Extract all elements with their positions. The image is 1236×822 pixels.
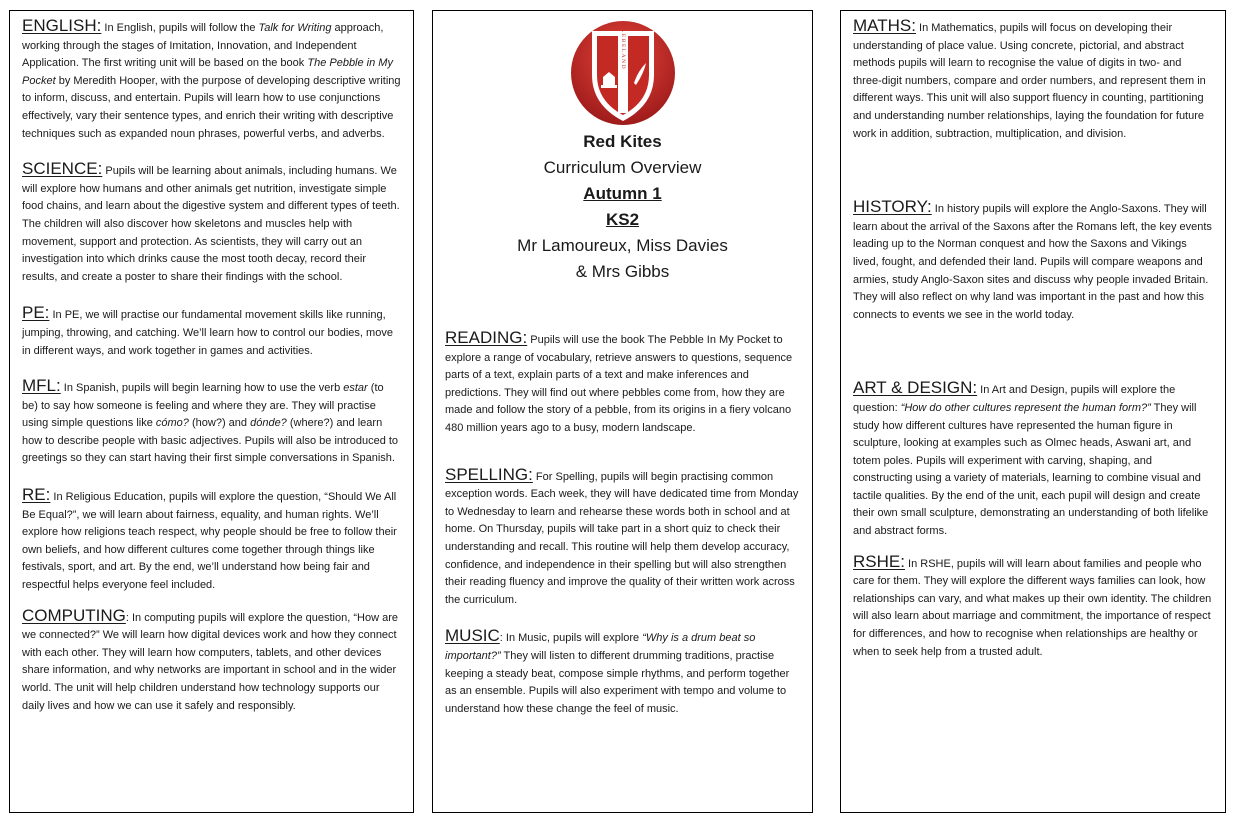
rshe-text: In RSHE, pupils will will learn about families and people who care for them. They will explore the different ways families can look, how relationships can vary, and what makes up their own identity. The children will also learn about marriage and commitment, the importance of respect for differences, and how to recognise when relationships are healthy or when to seek help from a trusted adult. [853,557,1212,658]
english-heading: ENGLISH: [22,16,102,35]
middle-column [432,10,813,813]
music-section [445,627,800,718]
art-heading: ART & DESIGN: [853,378,978,398]
art-italic-1: “How do other cultures represent the human form?” [900,401,1151,414]
mfl-italic-1: estar [343,382,368,395]
mfl-section [22,377,401,468]
rshe-heading: RSHE: [853,551,905,571]
mfl-italic-2: cómo? [155,417,189,430]
rshe-section [853,553,1213,662]
teachers-line-1: Mr Lamoureux, Miss Davies [517,236,728,255]
english-text-2: approach, working through the stages of Imitation, Innovation, and Independent Application. The first writing unit will be based on the book [22,22,384,70]
reading-heading: READING: [445,328,528,347]
english-italic-1: Talk for Writing [258,22,332,34]
left-column [9,10,414,813]
history-text: In history pupils will explore the Anglo-Saxons. They will learn about the arrival of the Saxons after the Romans left, the key events leading up to the Norman conquest and how the Saxons and Vikings lived, fought, and defended their land. Pupils will compare weapons and armies, study Anglo-Saxon sites and discuss why people invaded Britain. They will also reflect on why land was important in the past and how this connects to events we see in the world today. [853,203,1212,321]
school-crest-icon [570,17,676,129]
class-name: Red Kites [583,132,662,151]
subtitle: Curriculum Overview [543,158,702,177]
history-section [853,198,1213,324]
english-section [22,17,401,143]
reading-text: Pupils will use the book The Pebble In My Pocket to explore a range of vocabulary, retrieve answers to questions, sequence parts of a text, explain parts of a text and make inferences and predictions. They will find out where pebbles come from, how they are made and follow the story of a pebble, from its origins in a fiery volcano 480 million years ago to a busy, modern landscape. [445,334,793,434]
spelling-text: For Spelling, pupils will begin practising common exception words. Each week, they will have dedicated time from Monday to Wednesday to learn and rehearse these words both in school and at home. On Thursday, pupils will take part in a short quiz to check their understanding and recall. This routine will help them develop accuracy, confidence, and independence in their spelling but will also strengthen their reading fluency and improve the quality of their written work across the curriculum. [445,470,799,606]
english-text-3: by Meredith Hooper, with the purpose of developing descriptive writing to inform, discuss, and entertain. Pupils will learn how to use conjunctions effectively, vary their sentence types, and enrich their writing with descriptive techniques such as expanded noun phrases, powerful verbs, and adverbs. [22,74,401,140]
history-heading: HISTORY: [853,197,932,217]
spelling-heading: SPELLING: [445,464,533,484]
mfl-text-4: (where?) and learn how to describe people with basic adjectives. Pupils will also be introduced to greetings so they can start having their first simple conversations in Spanish. [22,417,399,465]
re-text: In Religious Education, pupils will explore the question, “Should We All Be Equal?”, we will learn about fairness, equality, and human rights. We’ll explore how religions teach respect, why people should be free to follow their own beliefs, and how different cultures come together through things like festivals, sport, and art. By the end, we’ll understand how being fair and respectful helps everyone feel included. [22,491,397,592]
computing-heading: COMPUTING [22,605,126,625]
term: Autumn 1 [583,184,662,203]
maths-heading: MATHS: [853,16,916,35]
computing-section [22,607,401,716]
title-block [445,129,800,285]
crest-lettering: CLEBELAND [619,23,626,71]
english-text-1: In English, pupils will follow the [101,22,259,34]
computing-text: : In computing pupils will explore the question, “How are we connected?” We will learn how digital devices work and how they connect with each other. They will learn how computers, tablets, and other devices share information, and why networks are important in school and in the wider world. The unit will help children understand how technology supports our daily lives and how we can use it safely and responsibly. [22,611,398,712]
maths-text: In Mathematics, pupils will focus on developing their understanding of place value. Using concrete, pictorial, and abstract methods pupils will learn to recognise the value of digits in two- and three-digit numbers, compare and order numbers, and represent them in different ways. This unit will also support fluency in counting, partitioning and understanding number relationships, laying the foundation for future work in addition, subtraction, multiplication, and division. [853,22,1206,140]
mfl-text-1: In Spanish, pupils will begin learning how to use the verb [60,382,344,395]
art-text-2: They will study how different cultures have represented the human figure in sculpture, looking at examples such as Olmec heads, Aswani art, and totem poles. Pupils will experiment with carving, shaping, and constructing using a variety of materials, learning to combine visual and tactile qualities. By the end of the unit, each pupil will design and create their own small sculpture, demonstrating an understanding of both lifelike and abstract forms. [853,401,1209,538]
english-italic-2: The Pebble in My Pocket [22,57,393,87]
music-heading: MUSIC [445,626,500,646]
mfl-text-2: (to be) to say how someone is feeling and where they are. They will practise using simple questions like [22,382,384,430]
pe-heading: PE: [22,303,50,323]
re-section [22,486,401,595]
music-text-1: : In Music, pupils will explore [499,632,643,645]
art-section [853,379,1213,540]
spelling-section [445,466,800,610]
music-text-2: They will listen to different drumming traditions, practise keeping a steady beat, compose simple rhythms, and perform together as an ensemble. Pupils will also experiment with tempo and volume to understand how these change the feel of music. [445,649,790,715]
mfl-heading: MFL: [22,376,61,396]
teachers-line-2: & Mrs Gibbs [575,262,670,281]
maths-section [853,17,1213,143]
mfl-text-3: (how?) and [188,417,251,430]
key-stage: KS2 [605,210,640,229]
right-column [840,10,1226,813]
science-text: Pupils will be learning about animals, including humans. We will explore how humans and other animals get nutrition, investigate simple food chains, and learn about the digestive system and different types of teeth. The children will also discover how skeletons and muscles help with movement, support and protection. As scientists, they will carry out an investigation into which drinks cause the most tooth decay, record their results, and create a poster to share their findings with the school. [22,165,400,283]
art-text-1: In Art and Design, pupils will explore the question: [853,384,1176,414]
music-italic-1: “Why is a drum beat so important?” [445,632,756,662]
re-heading: RE: [22,485,51,505]
pe-section [22,304,401,360]
science-heading: SCIENCE: [22,159,103,179]
mfl-italic-3: dónde? [250,417,287,430]
pe-text: In PE, we will practise our fundamental movement skills like running, jumping, throwing, and catching. We’ll learn how to control our bodies, move in different ways, and work together in games and activities. [22,309,393,357]
science-section [22,160,401,286]
reading-section [445,329,800,438]
